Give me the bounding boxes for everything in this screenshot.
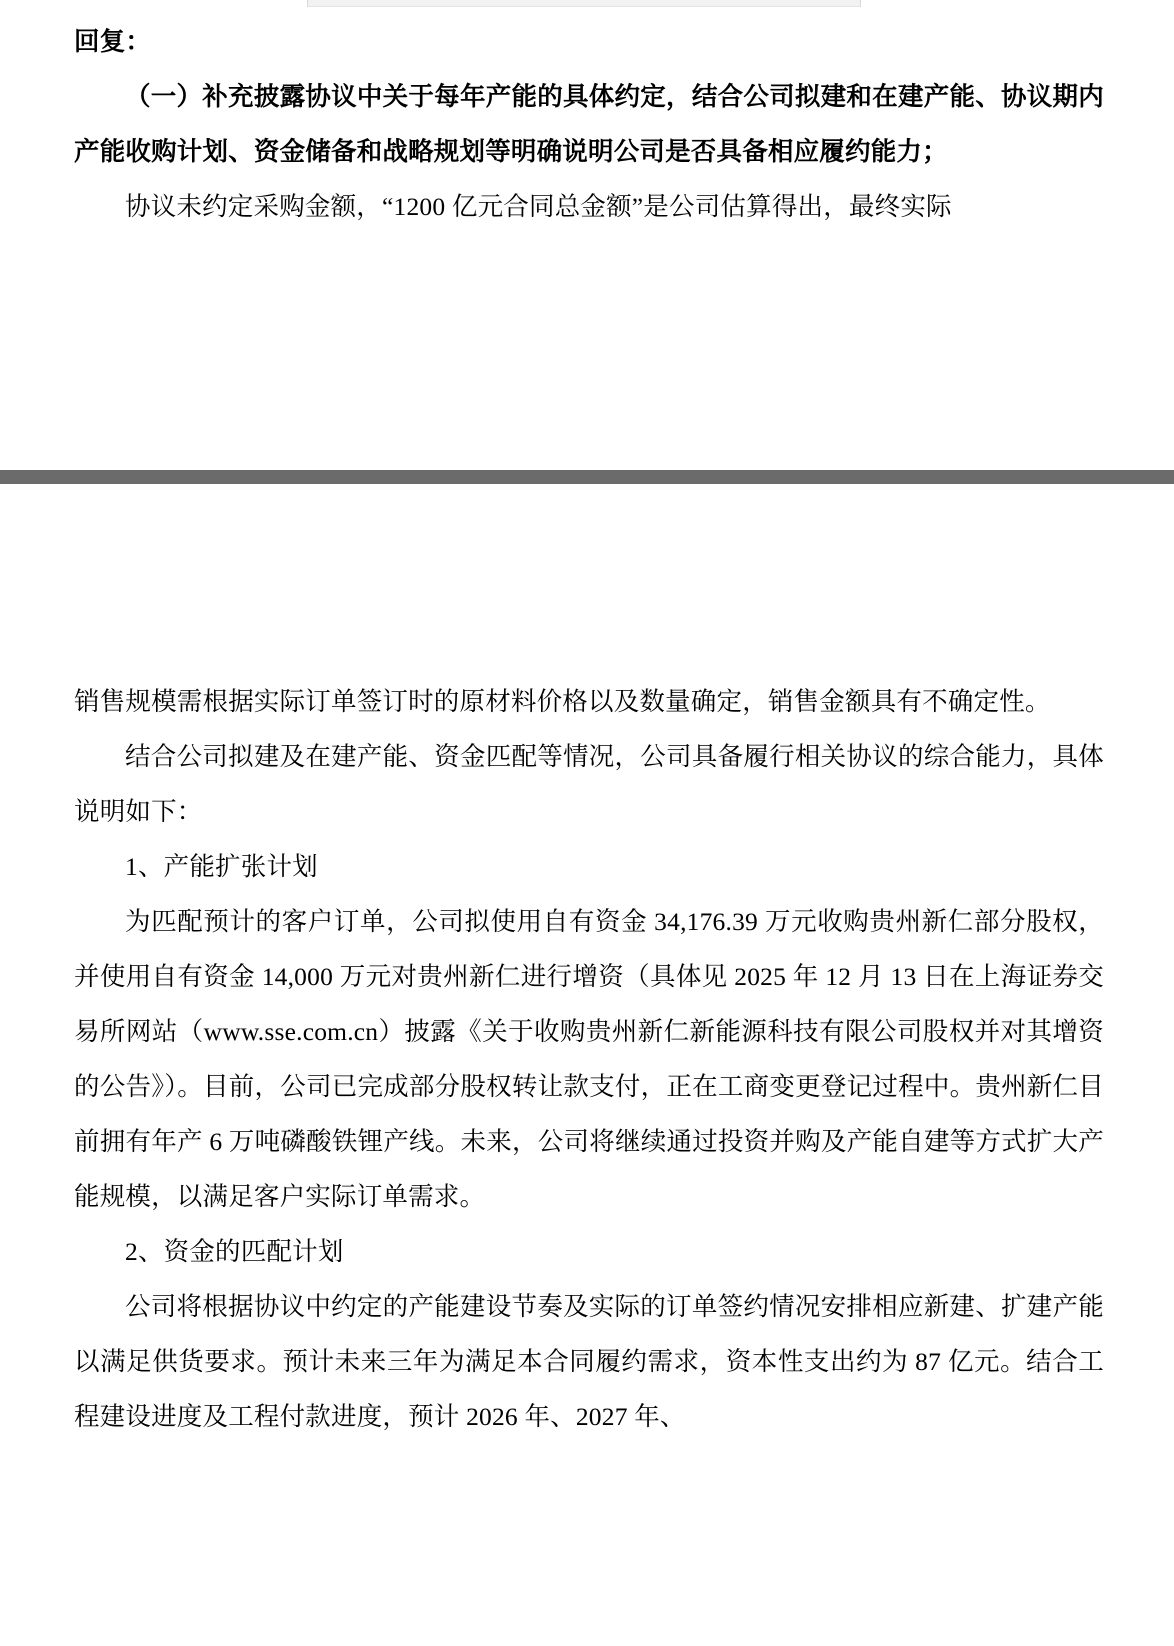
paragraph-sales-uncertainty: 销售规模需根据实际订单签订时的原材料价格以及数量确定，销售金额具有不确定性。 [74,687,1051,716]
subheading-capacity-expansion: 1、产能扩张计划 [125,852,318,881]
paragraph-contract-amount: 协议未约定采购金额，“1200 亿元合同总金额”是公司估算得出，最终实际 [125,192,952,221]
paragraph-capacity-expansion-detail: 为匹配预计的客户订单，公司拟使用自有资金 34,176.39 万元收购贵州新仁部分股权，并使用自有资金 14,000 万元对贵州新仁进行增资（具体见 2025 年 12 月 13 日在上海证券交易所网站（www.sse.com.cn）披露《关于收购贵州新仁新能源科技有限公司股权并对其增资的公告》）。目前，公司已完成部分股权转让款支付，正在工商变更登记过程中。贵州新仁目前拥有年产 6 万吨磷酸铁锂产线。未来，公司将继续通过投资并购及产能自建等方式扩大产能规模，以满足客户实际订单需求。 [74,907,1104,1211]
page-separator [0,470,1174,484]
section-heading-reply: 回复： [74,27,152,56]
window-chrome-stub [307,0,861,7]
paragraph-capability-summary: 结合公司拟建及在建产能、资金匹配等情况，公司具备履行相关协议的综合能力，具体说明如下： [74,742,1104,826]
paragraph-funding-plan-detail: 公司将根据协议中约定的产能建设节奏及实际的订单签约情况安排相应新建、扩建产能以满足供货要求。预计未来三年为满足本合同履约需求，资本性支出约为 87 亿元。结合工程建设进度及工程付款进度，预计 2026 年、2027 年、 [74,1292,1104,1431]
document-page-bottom [0,484,1174,1646]
paragraph-question-one: （一）补充披露协议中关于每年产能的具体约定，结合公司拟建和在建产能、协议期内产能收购计划、资金储备和战略规划等明确说明公司是否具备相应履约能力； [74,82,1104,166]
document-page-top [0,0,1174,470]
subheading-funding-plan: 2、资金的匹配计划 [125,1237,344,1266]
bottom-page-text [74,674,1104,1444]
top-page-text [74,14,1104,234]
